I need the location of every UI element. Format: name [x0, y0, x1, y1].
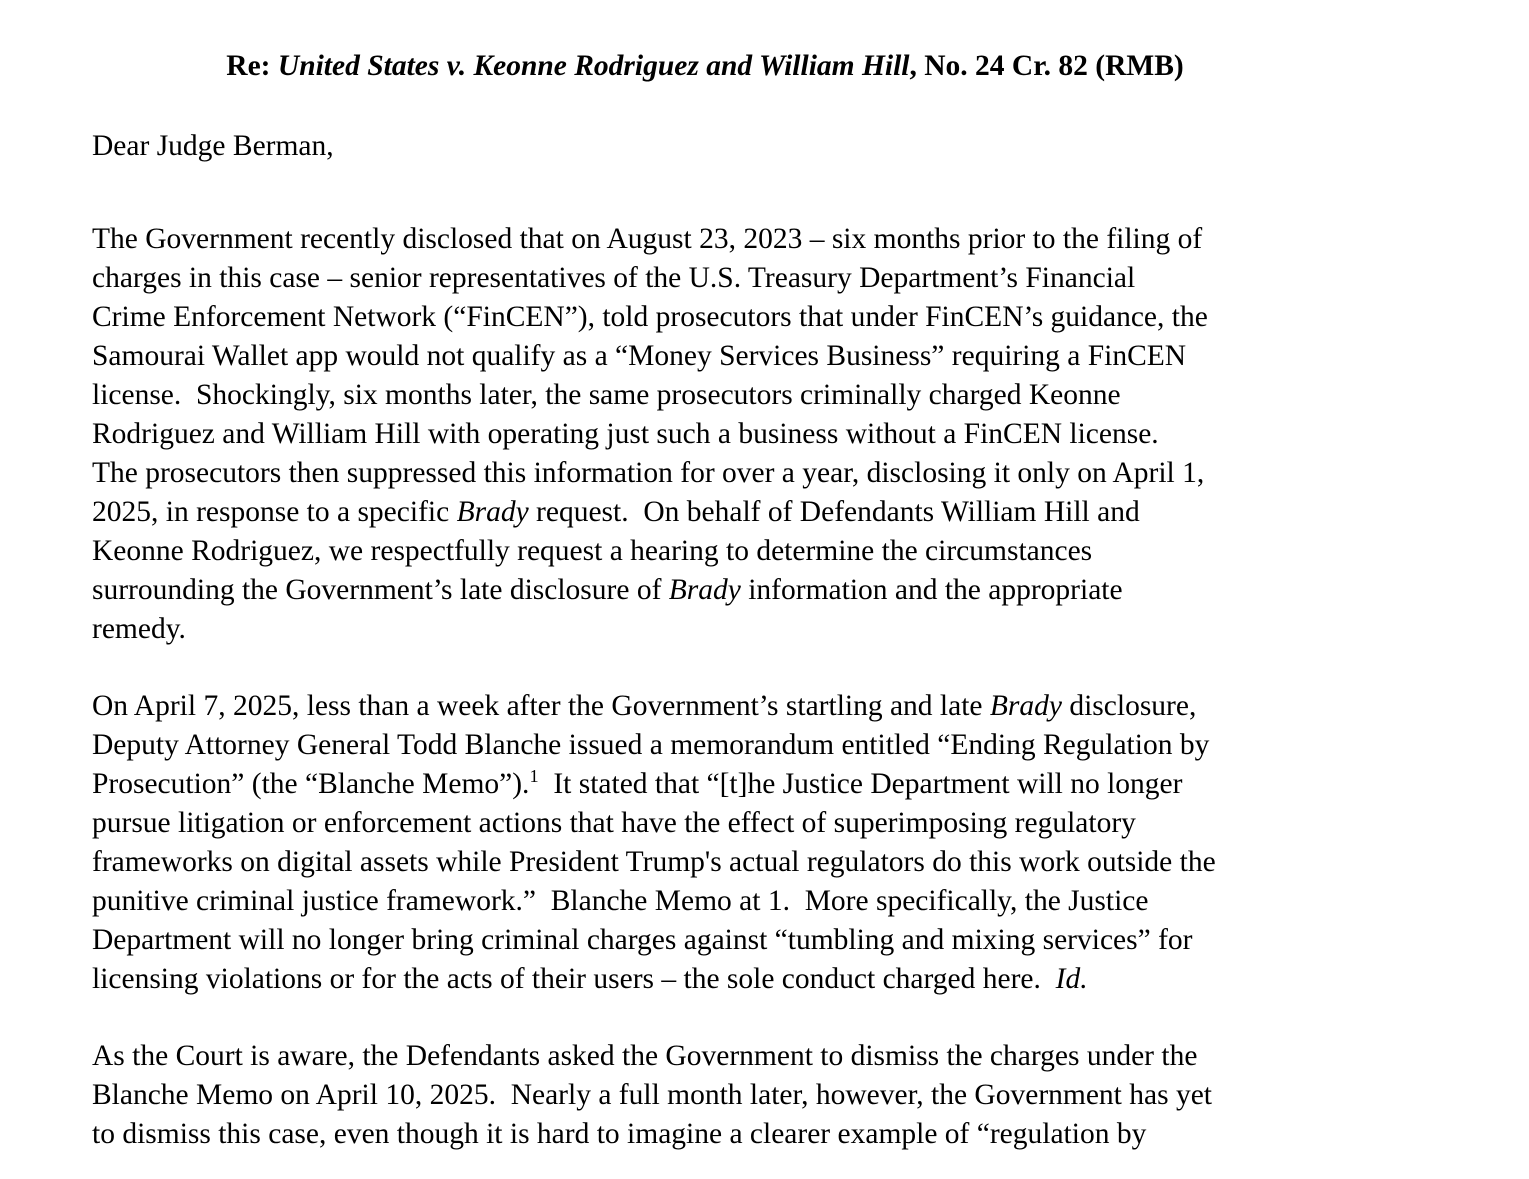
text-segment: remedy. [92, 613, 186, 645]
text-segment: pursue litigation or enforcement actions that have the effect of superimposing regulatory [92, 807, 1136, 839]
text-segment: surrounding the Government’s late disclosure of [92, 574, 669, 606]
text-line [92, 532, 1529, 571]
paragraph [92, 687, 1529, 999]
text-line [92, 493, 1529, 532]
text-line [92, 376, 1529, 415]
text-line [92, 882, 1529, 921]
text-line [92, 259, 1529, 298]
letter-body [92, 220, 1529, 1154]
text-line [92, 571, 1529, 610]
text-segment: license. Shockingly, six months later, the same prosecutors criminally charged Keonne [92, 379, 1121, 411]
case-name: United States v. Keonne Rodriguez and William Hill [277, 50, 910, 82]
text-segment: 2025, in response to a specific [92, 496, 457, 528]
text-line [92, 765, 1529, 804]
text-line [92, 1037, 1529, 1076]
text-segment: The prosecutors then suppressed this information for over a year, disclosing it only on April 1, [92, 457, 1205, 489]
text-segment: Samourai Wallet app would not qualify as a “Money Services Business” requiring a FinCEN [92, 340, 1187, 372]
re-prefix: Re: [226, 50, 278, 82]
text-segment: Keonne Rodriguez, we respectfully request a hearing to determine the circumstances [92, 535, 1093, 567]
text-line [92, 687, 1529, 726]
text-segment: licensing violations or for the acts of their users – the sole conduct charged here. [92, 963, 1056, 995]
text-segment: As the Court is aware, the Defendants asked the Government to dismiss the charges under the [92, 1040, 1198, 1072]
text-segment: charges in this case – senior representatives of the U.S. Treasury Department’s Financial [92, 262, 1136, 294]
text-segment: Blanche Memo on April 10, 2025. Nearly a full month later, however, the Government has yet [92, 1079, 1212, 1111]
text-line [92, 610, 1529, 649]
text-segment: Rodriguez and William Hill with operating just such a business without a FinCEN license. [92, 418, 1159, 450]
italic-text: Brady [456, 496, 529, 528]
paragraph [92, 1037, 1529, 1154]
text-line [92, 726, 1529, 765]
case-number: , No. 24 Cr. 82 (RMB) [909, 50, 1184, 82]
text-segment: The Government recently disclosed that on August 23, 2023 – six months prior to the filing of [92, 223, 1203, 255]
re-line [92, 47, 1318, 86]
text-line [92, 921, 1529, 960]
text-line [92, 454, 1529, 493]
text-line [92, 415, 1529, 454]
italic-text: Brady [668, 574, 741, 606]
text-line [92, 960, 1529, 999]
salutation: Dear Judge Berman, [92, 130, 334, 162]
text-segment: Deputy Attorney General Todd Blanche issued a memorandum entitled “Ending Regulation by [92, 729, 1210, 761]
text-line [92, 1076, 1529, 1115]
text-line [92, 220, 1529, 259]
text-line [92, 1115, 1529, 1154]
text-segment: On April 7, 2025, less than a week after the Government’s startling and late [92, 690, 990, 722]
text-segment: frameworks on digital assets while President Trump's actual regulators do this work outside the [92, 846, 1216, 878]
text-segment: information and the appropriate [740, 574, 1123, 606]
footnote-marker: 1 [529, 766, 539, 787]
text-segment: It stated that “[t]he Justice Department will no longer [538, 768, 1183, 800]
paragraph [92, 220, 1529, 649]
text-segment: punitive criminal justice framework.” Blanche Memo at 1. More specifically, the Justice [92, 885, 1149, 917]
text-line [92, 298, 1529, 337]
text-segment: to dismiss this case, even though it is hard to imagine a clearer example of “regulation by [92, 1118, 1147, 1150]
text-line [92, 804, 1529, 843]
italic-text: Id. [1055, 963, 1088, 995]
italic-text: Brady [989, 690, 1062, 722]
text-segment: Prosecution” (the “Blanche Memo”). [92, 768, 530, 800]
text-line [92, 843, 1529, 882]
text-segment: Crime Enforcement Network (“FinCEN”), told prosecutors that under FinCEN’s guidance, the [92, 301, 1208, 333]
text-segment: Department will no longer bring criminal charges against “tumbling and mixing services” for [92, 924, 1193, 956]
text-segment: request. On behalf of Defendants William Hill and [528, 496, 1140, 528]
text-segment: disclosure, [1061, 690, 1197, 722]
text-line [92, 337, 1529, 376]
